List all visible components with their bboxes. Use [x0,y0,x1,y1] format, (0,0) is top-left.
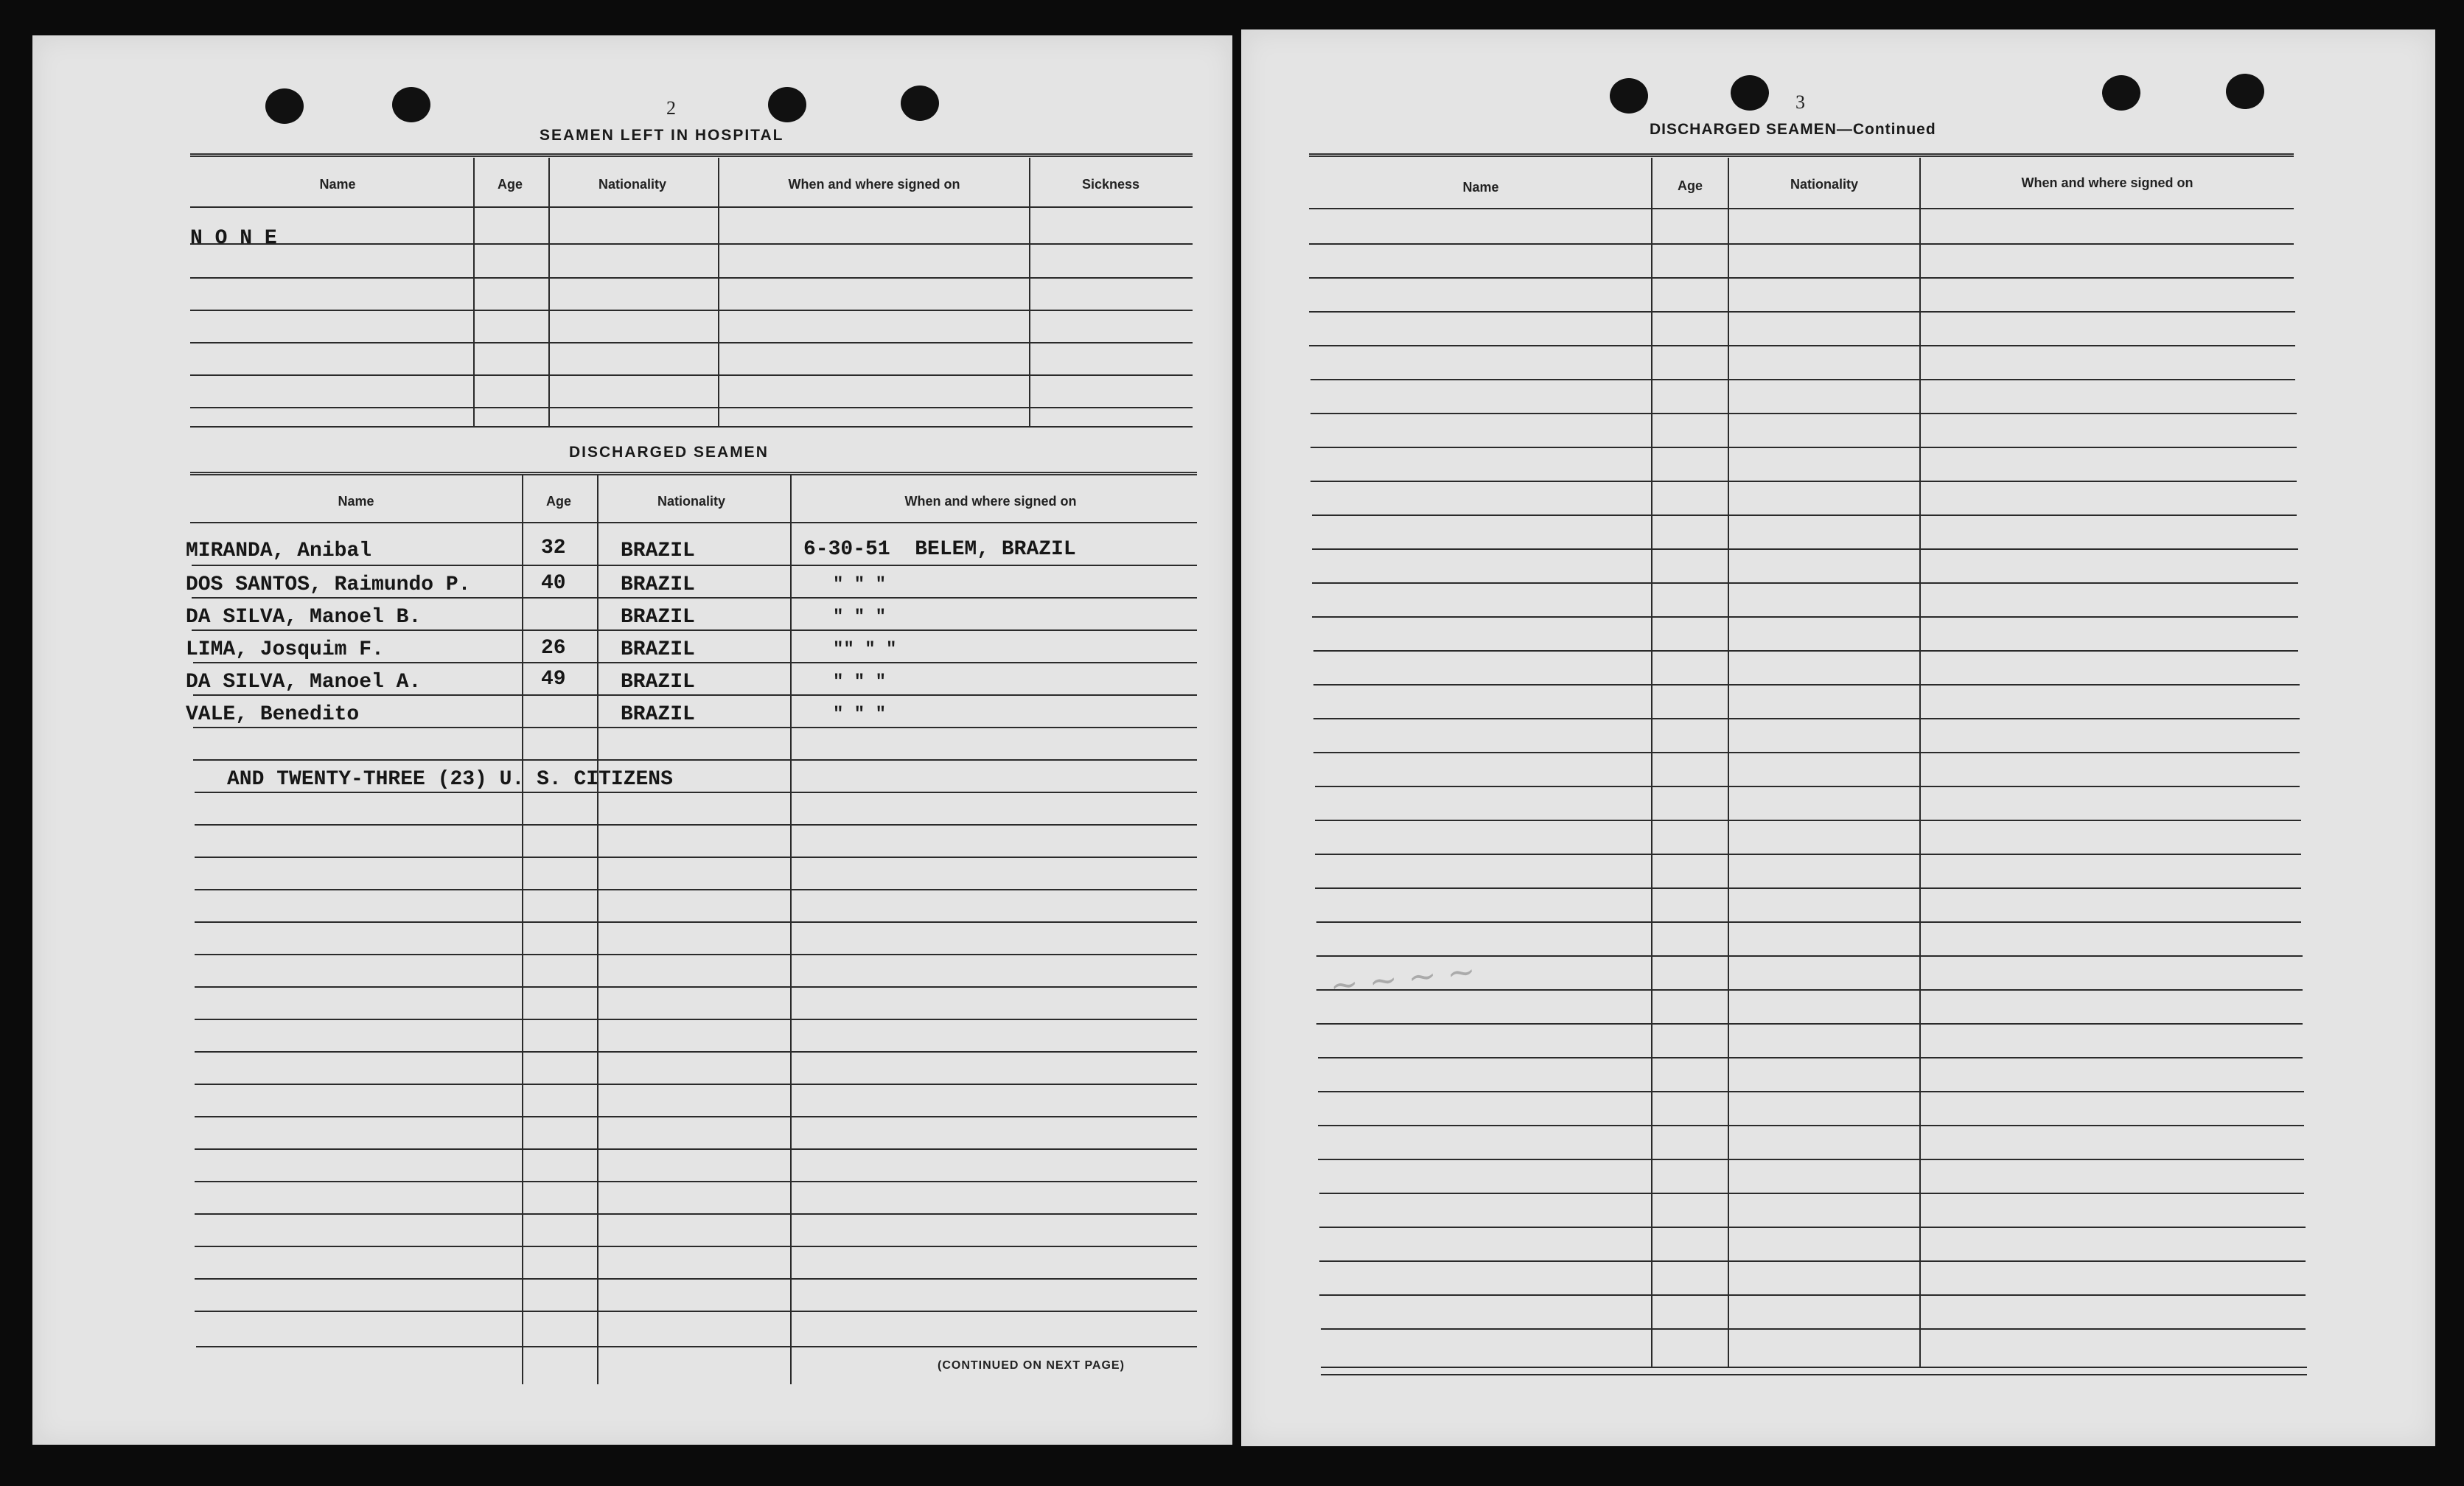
left-page [32,35,1232,1445]
seaman-name: VALE, Benedito [186,703,360,726]
col-header-signed-on: When and where signed on [788,177,960,192]
col-header-signed-on: When and where signed on [904,494,1077,509]
seaman-name: LIMA, Josquim F. [186,638,384,661]
col-header-nationality: Nationality [1790,177,1858,192]
page-number: 3 [1795,91,1805,113]
hospital-entry: N O N E [190,227,277,250]
col-header-name: Name [338,494,374,509]
seaman-name: MIRANDA, Anibal [186,540,372,562]
col-header-age: Age [497,177,523,192]
col-header-sickness: Sickness [1081,177,1140,192]
punch-hole [2102,75,2140,111]
seaman-name: DA SILVA, Manoel B. [186,606,422,629]
discharged-continued-title: DISCHARGED SEAMEN—Continued [1650,121,1936,138]
punch-hole [768,87,806,122]
col-header-signed-on: When and where signed on [2021,175,2193,190]
seaman-age: 26 [541,637,566,660]
punch-hole [392,87,430,122]
seaman-age: 49 [541,668,566,691]
punch-hole [901,86,939,121]
seaman-nationality: BRAZIL [621,703,695,726]
seaman-age: 40 [541,572,566,595]
right-page [1241,29,2435,1446]
pencil-scribble: ~ ~ ~ ~ [1327,950,1478,1006]
col-header-age: Age [545,494,571,509]
col-header-nationality: Nationality [657,494,725,509]
seaman-nationality: BRAZIL [621,638,695,661]
seaman-signed-on: " " " [833,672,887,692]
col-header-name: Name [1462,180,1499,195]
discharged-summary: AND TWENTY-THREE (23) U. S. CITIZENS [227,768,673,791]
continued-footer: (CONTINUED ON NEXT PAGE) [938,1359,1125,1372]
discharged-section-title: DISCHARGED SEAMEN [569,444,769,461]
col-header-nationality: Nationality [598,177,666,192]
seaman-signed-on: "" " " [833,640,897,660]
seaman-age: 32 [541,537,566,559]
seaman-name: DA SILVA, Manoel A. [186,671,422,694]
punch-hole [2226,74,2264,109]
seaman-signed-on: 6-30-51 BELEM, BRAZIL [803,538,1076,561]
seaman-signed-on: " " " [833,575,887,595]
seaman-nationality: BRAZIL [621,671,695,694]
seaman-signed-on: " " " [833,607,887,627]
punch-hole [1610,78,1648,114]
col-header-name: Name [319,177,356,192]
seaman-nationality: BRAZIL [621,540,695,562]
seaman-nationality: BRAZIL [621,606,695,629]
hospital-section-title: SEAMEN LEFT IN HOSPITAL [540,127,784,144]
seaman-signed-on: " " " [833,705,887,725]
page-number: 2 [666,97,676,119]
punch-hole [1731,75,1769,111]
seaman-nationality: BRAZIL [621,573,695,596]
seaman-name: DOS SANTOS, Raimundo P. [186,573,471,596]
col-header-age: Age [1677,178,1703,193]
punch-hole [265,88,304,124]
